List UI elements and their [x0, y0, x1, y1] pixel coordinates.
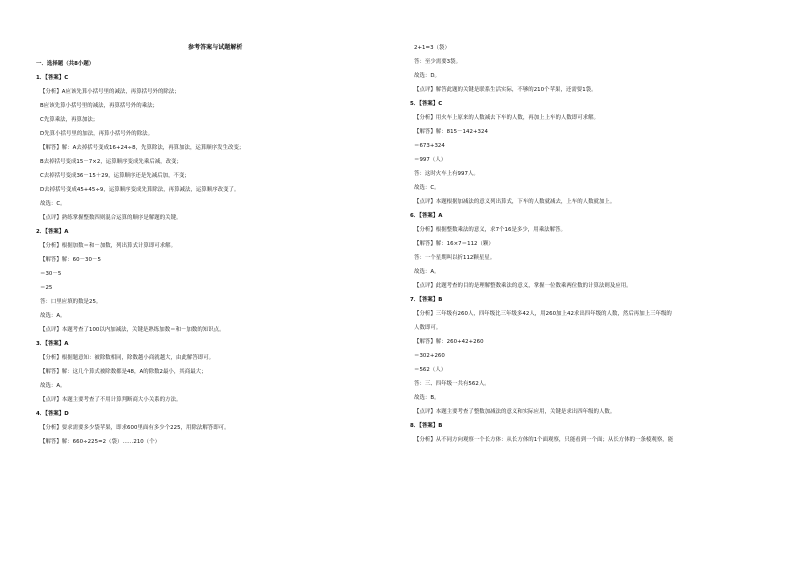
left-line-24: 【点评】本题主要考查了不用计算判断商大小关系的方法。 — [40, 397, 182, 403]
left-line-10: 故选：C。 — [40, 201, 66, 207]
right-line-16: 答：一个星期叫以折112颗星星。 — [414, 255, 496, 261]
left-line-9: D去掉括号变成45+45÷9，运算顺序变成先算除法，再算减法，运算顺序改变了。 — [40, 187, 240, 193]
left-line-4: C先算乘法，再算加法； — [40, 117, 99, 123]
left-line-7: B去掉括号变成15－7×2，运算顺序变成先乘后减，改变； — [40, 159, 182, 165]
right-line-8: ＝673+324 — [414, 143, 445, 149]
right-line-11: 故选：C。 — [414, 185, 440, 191]
left-line-13: 【分析】根据加数＝和－加数，列出算式计算即可求解。 — [40, 243, 177, 249]
right-line-22: 【解答】解：260+42+260 — [414, 339, 484, 345]
right-line-28: 8．【答案】B — [410, 423, 443, 429]
left-line-23: 故选：A。 — [40, 383, 66, 389]
right-line-14: 【分析】根据整数乘法的意义，求7个16是多少，用乘法解答。 — [414, 227, 566, 233]
right-line-5: 5．【答案】C — [410, 101, 443, 107]
right-line-20: 【分析】三年级有260人，四年级比三年级多42人，用260加上42求出四年级的人数，然后再加上三年级的 — [414, 311, 672, 317]
right-line-4: 【点评】解答此题的关键是联系生活实际，不够的210个苹果，还需要1袋。 — [414, 87, 597, 93]
right-line-21: 人数即可。 — [414, 325, 442, 331]
left-line-27: 【解答】解：660÷225=2（袋）……210（个） — [40, 439, 161, 445]
right-line-15: 【解答】解：16×7＝112（颗） — [414, 241, 494, 247]
right-line-24: ＝562（人） — [414, 367, 447, 373]
right-line-17: 故选：A。 — [414, 269, 440, 275]
right-column — [410, 0, 780, 562]
left-line-17: 答：口里应填的数是25。 — [40, 299, 102, 305]
left-line-18: 故选：A。 — [40, 313, 66, 319]
right-line-7: 【解答】解：815－142+324 — [414, 129, 488, 135]
left-line-12: 2．【答案】A — [36, 229, 69, 235]
left-line-3: B应该先算小括号里的减法，再算括号外的乘法； — [40, 103, 159, 109]
left-line-11: 【点评】熟练掌握整数四则混合运算的顺序是解题的关键。 — [40, 215, 182, 221]
left-line-16: ＝25 — [40, 285, 53, 291]
right-line-12: 【点评】本题根据加减法的意义列出算式，下车的人数就减去，上车的人数就加上。 — [414, 199, 616, 205]
right-line-19: 7．【答案】B — [410, 297, 443, 303]
left-line-15: ＝30－5 — [40, 271, 62, 277]
right-line-2: 答：至少需要3袋。 — [414, 59, 462, 65]
left-column — [36, 0, 406, 562]
left-line-26: 【分析】要求需要多少袋苹果，即求600里面有多少个225，用除法解答即可。 — [40, 425, 230, 431]
left-line-22: 【解答】解：这几个算式被除数都是48，A的除数2最小，其商最大； — [40, 369, 207, 375]
right-line-10: 答：这时火车上有997人。 — [414, 171, 479, 177]
left-line-8: C去掉括号变成36－15＋29，运算顺序还是先减后加，不变； — [40, 173, 190, 179]
right-line-27: 【点评】本题主要考查了整数加减法的意义和实际应用，关键是求出四年级的人数。 — [414, 409, 616, 415]
left-line-25: 4．【答案】D — [36, 411, 69, 417]
left-line-14: 【解答】解：60－30－5 — [40, 257, 101, 263]
right-line-9: ＝997（人） — [414, 157, 447, 163]
right-line-18: 【点评】此题考查的目的是理解整数乘法的意义，掌握一位数乘两位数的计算法则及应用。 — [414, 283, 632, 289]
left-line-6: 【解答】解：A去掉括号变成16+24÷8，先算除法，再算加法，运算顺序发生改变； — [40, 145, 245, 151]
right-line-13: 6．【答案】A — [410, 213, 443, 219]
section-heading: 一．选择题（共8小题） — [36, 61, 95, 67]
left-line-1: 1．【答案】C — [36, 75, 69, 81]
left-line-21: 【分析】根据题意知：被除数相同，除数越小商就越大，由此解答即可。 — [40, 355, 215, 361]
left-line-2: 【分析】A应该先算小括号里的减法，再算括号外的除法； — [40, 89, 180, 95]
left-line-20: 3．【答案】A — [36, 341, 69, 347]
right-line-29: 【分析】从不同方向观察一个长方体：从长方体的1个面观察，只能看到一个面；从长方体的一条棱观察，能 — [414, 437, 674, 443]
right-line-6: 【分析】用火车上原来的人数减去下车的人数，再加上上车的人数即可求解。 — [414, 115, 599, 121]
left-line-5: D先算小括号里的加法，再算小括号外的除法。 — [40, 131, 154, 137]
right-line-1: 2+1=3（袋） — [414, 45, 450, 51]
right-line-23: ＝302+260 — [414, 353, 445, 359]
right-line-25: 答：三、四年级一共有562人。 — [414, 381, 490, 387]
right-line-26: 故选：B。 — [414, 395, 440, 401]
right-line-3: 故选：D。 — [414, 73, 440, 79]
left-line-19: 【点评】本题考查了100以内加减法，关键是熟练加数＝和－加数的知识点。 — [40, 327, 225, 333]
document-title: 参考答案与试题解析 — [188, 44, 243, 51]
